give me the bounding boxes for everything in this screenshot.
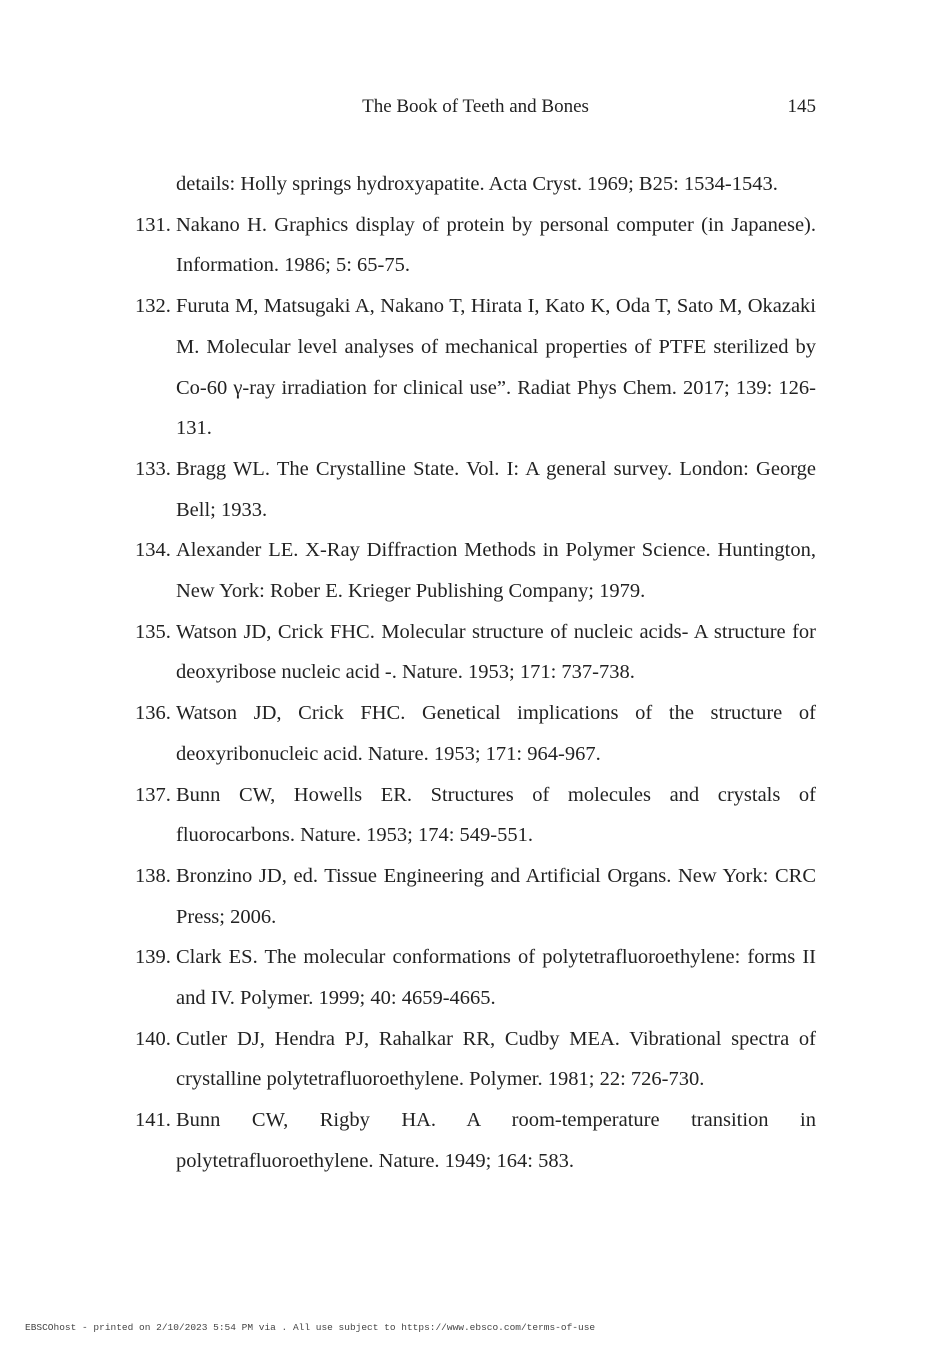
reference-text: Cutler DJ, Hendra PJ, Rahalkar RR, Cudby MEA. Vibrational spectra of crystalline polytetrafluoroethylene. Polymer. 1981; 22: 726-730. [176,1027,816,1091]
reference-number: 135. [135,620,171,643]
reference-text: Bronzino JD, ed. Tissue Engineering and Artificial Organs. New York: CRC Press; 2006. [176,864,816,928]
reference-text: Watson JD, Crick FHC. Molecular structure of nucleic acids- A structure for deoxyribose nucleic acid -. Nature. 1953; 171: 737-738. [176,620,816,684]
reference-number: 140. [135,1027,171,1050]
reference-item [135,612,816,693]
reference-item [135,1019,816,1100]
reference-number: 132. [135,295,171,318]
reference-item [135,164,816,205]
print-footer: EBSCOhost - printed on 2/10/2023 5:54 PM via . All use subject to https://www.ebsco.com/terms-of-use [25,1322,596,1333]
reference-list [135,164,816,1182]
running-header [135,96,816,124]
reference-item [135,856,816,937]
reference-item [135,205,816,286]
reference-number: 138. [135,864,171,887]
reference-item [135,449,816,530]
reference-text: Alexander LE. X-Ray Diffraction Methods in Polymer Science. Huntington, New York: Rober E. Krieger Publishing Company; 1979. [176,539,816,603]
reference-number: 134. [135,539,171,562]
reference-text: Clark ES. The molecular conformations of polytetrafluoroethylene: forms II and IV. Polymer. 1999; 40: 4659-4665. [176,946,816,1010]
reference-text: Nakano H. Graphics display of protein by personal computer (in Japanese). Information. 1986; 5: 65-75. [176,213,816,277]
reference-item [135,937,816,1018]
reference-number: 131. [135,213,171,236]
reference-text: Bunn CW, Howells ER. Structures of molecules and crystals of fluorocarbons. Nature. 1953; 174: 549-551. [176,783,816,847]
reference-item [135,775,816,856]
reference-text: Furuta M, Matsugaki A, Nakano T, Hirata I, Kato K, Oda T, Sato M, Okazaki M. Molecular level analyses of mechanical properties of PTFE sterilized by Co-60 γ-ray irradiation for clinical use”. Radiat Phys Chem. 2017; 139: 126-131. [176,295,816,440]
reference-text: details: Holly springs hydroxyapatite. Acta Cryst. 1969; B25: 1534-1543. [176,173,778,195]
reference-number: 139. [135,946,171,969]
reference-item [135,1100,816,1181]
reference-item [135,530,816,611]
reference-number: 133. [135,457,171,480]
reference-item [135,286,816,449]
reference-number: 137. [135,783,171,806]
reference-item [135,693,816,774]
reference-number: 141. [135,1109,171,1132]
reference-text: Bunn CW, Rigby HA. A room-temperature transition in polytetrafluoroethylene. Nature. 1949; 164: 583. [176,1109,816,1172]
page-number: 145 [787,96,816,117]
reference-number: 136. [135,702,171,725]
reference-text: Bragg WL. The Crystalline State. Vol. I: A general survey. London: George Bell; 1933. [176,457,816,521]
running-title: The Book of Teeth and Bones [362,96,589,117]
reference-text: Watson JD, Crick FHC. Genetical implications of the structure of deoxyribonucleic acid. Nature. 1953; 171: 964-967. [176,702,816,765]
